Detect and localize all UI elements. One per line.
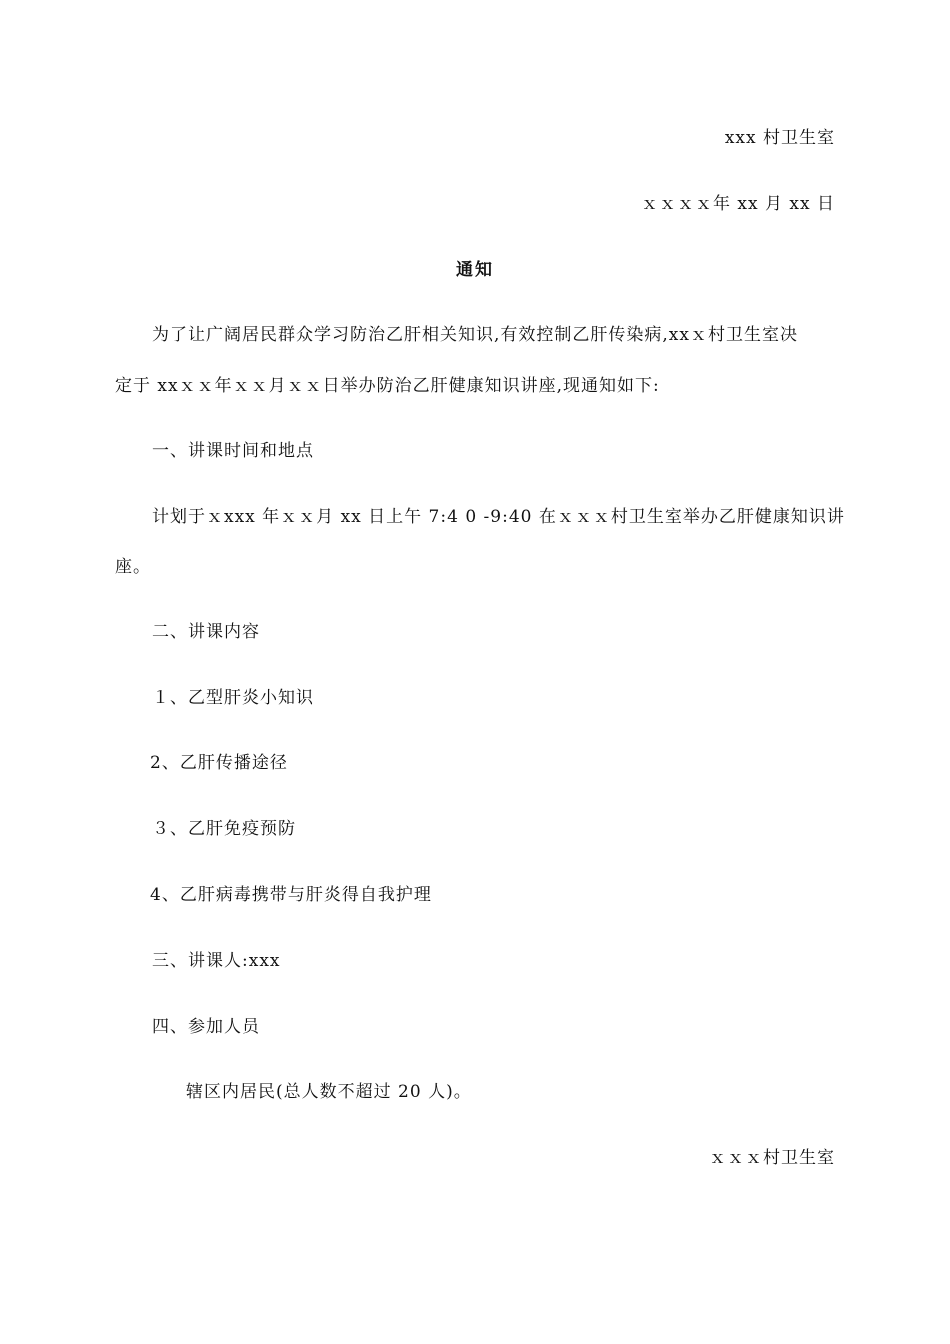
list-item: ３、乙肝免疫预防 bbox=[152, 819, 296, 839]
section-1-line-2: 座。 bbox=[115, 557, 151, 577]
list-item: 4、乙肝病毒携带与肝炎得自我护理 bbox=[150, 885, 432, 905]
section-4-body: 辖区内居民(总人数不超过 20 人)。 bbox=[186, 1082, 472, 1102]
section-4-heading: 四、参加人员 bbox=[152, 1017, 260, 1037]
section-1-heading: 一、讲课时间和地点 bbox=[152, 441, 314, 461]
section-3-heading: 三、讲课人:xxx bbox=[152, 951, 281, 971]
section-1-line-1: 计划于ｘxxx 年ｘｘ月 xx 日上午 7:4 0 -9:40 在ｘｘｘ村卫生室举办乙肝健康知识讲 bbox=[152, 507, 845, 527]
intro-line-2: 定于 xxｘｘ年ｘｘ月ｘｘ日举办防治乙肝健康知识讲座,现通知如下: bbox=[115, 376, 660, 396]
list-item: １、乙型肝炎小知识 bbox=[152, 688, 314, 708]
list-item: 2、乙肝传播途径 bbox=[150, 753, 288, 773]
header-org: xxx 村卫生室 bbox=[724, 128, 835, 148]
section-2-heading: 二、讲课内容 bbox=[152, 622, 260, 642]
page-title: 通知 bbox=[456, 260, 494, 280]
header-date: ｘｘｘｘ年 xx 月 xx 日 bbox=[641, 194, 835, 214]
intro-line-1: 为了让广阔居民群众学习防治乙肝相关知识,有效控制乙肝传染病,xxｘ村卫生室决 bbox=[152, 325, 798, 345]
footer-org: ｘｘｘ村卫生室 bbox=[709, 1148, 835, 1168]
